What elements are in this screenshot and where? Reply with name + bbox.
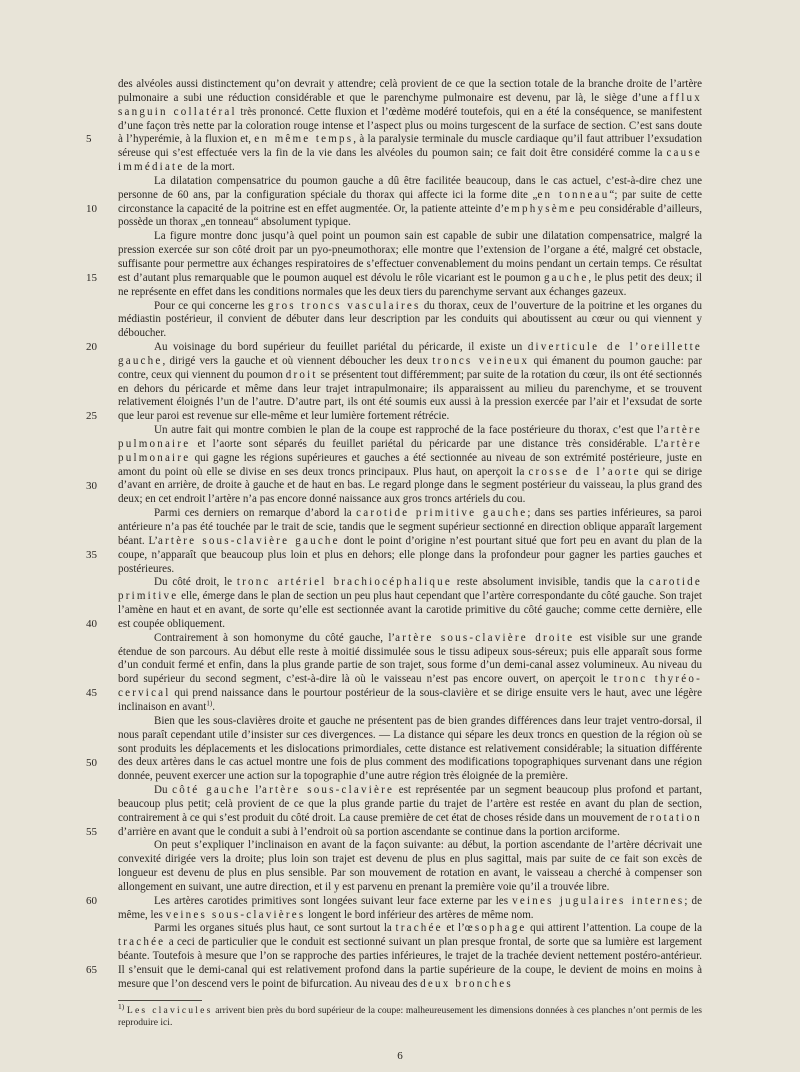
text-run: est visible sur une grande étendue de son parcours. Au début elle reste à moitié dissimulée sous le tissu adipeux sous-séreux; puis elle apparaît sous forme d’un conduit fermé et enfin, dans la plus grande partie de son trajet, sous forme d’un demi-canal assez volumineux. Au niveau du bord supérieur du second segment, c’est-à-dire là où le vaisseau n’est pas encore ouvert, on aperçoit le [118, 631, 703, 686]
paragraph [118, 922, 702, 991]
spaced-emphasis: trachée [118, 936, 166, 949]
spaced-emphasis: veines sous-clavières [165, 908, 306, 921]
paragraph [118, 424, 702, 507]
text-run: qui prend naissance dans le pourtour postérieur de la sous-clavière et se dirige ensuite vers le haut, avec une légère inclinaison en avant [118, 687, 702, 713]
text-run: du thorax, ceux de l’ouverture de la poitrine et les organes du médiastin postérieur, il convient de débuter dans leur description par les conduits qui aboutissent au cœur ou qui viennent y déboucher. [118, 299, 702, 340]
spaced-emphasis: trachée [395, 922, 443, 935]
paragraph [118, 576, 702, 631]
paragraph [118, 175, 702, 230]
text-run: d’arrière en avant que le conduit a subi à l’endroit où sa portion ascendante se continue dans la portion arciforme. [118, 825, 620, 838]
paragraph [118, 632, 702, 715]
spaced-emphasis: gros troncs vasculaires [267, 299, 421, 312]
spaced-emphasis: cause immédiate [118, 147, 702, 174]
spaced-emphasis: gauche [543, 271, 589, 284]
text-run: Du [154, 784, 173, 797]
text-run: . [212, 700, 215, 713]
spaced-emphasis: artère sous-clavière [262, 784, 395, 797]
text-run: se présentent tout différemment; par suite de la rotation du cœur, ils ont été sectionnés en dehors du péricarde et même dans leur trajet intrapulmonaire; ils apparaissent au milieu du parenchyme, et se trouvent relativement éloignés l’un de l’autre. D’autre part, ils ont été soumis eux aussi à la pression exercée par l’air et l’exsudat de sorte que leur paroi est revenue sur elle-même et leur lumière fortement rétrécie. [118, 368, 702, 423]
spaced-emphasis: tronc artériel brachiocéphalique [236, 576, 452, 589]
paragraph [118, 895, 702, 923]
spaced-emphasis: droit [285, 368, 318, 381]
footnote-spaced-term: Les clavicules [126, 1005, 213, 1016]
text-run: qui gagne les régions supérieures et gauches a été sectionnée au niveau de son extrémité postérieure, juste en amont du point où elle se divise en ses deux troncs principaux. Plus haut, on aperçoit la [118, 451, 702, 478]
line-number: 40 [86, 618, 97, 631]
line-number: 55 [86, 825, 97, 838]
text-run: et l’ [442, 922, 465, 935]
text-run: Pour ce qui concerne les [154, 299, 268, 312]
body-text [118, 78, 702, 992]
spaced-emphasis: diverticule de l’oreillette gauche [118, 341, 702, 367]
spaced-emphasis: carotide primitive gauche [356, 507, 528, 520]
line-number: 15 [86, 271, 97, 284]
text-run: Du côté droit, le [154, 576, 237, 589]
text-run: dont le point d’origine n’est pourtant situé que fort peu en avant du plan de la coupe, n’apparaît que beaucoup plus loin et plus en dehors; elle plonge dans la profondeur pour gagner les parties gauches et postérieures. [118, 534, 702, 575]
spaced-emphasis: artère pulmonaire [118, 424, 702, 450]
paragraph [118, 78, 702, 175]
text-run: La figure montre donc jusqu’à quel point un poumon sain est capable de subir une dilatation compensatrice, malgré la pression exercée sur son côté droit par un pyo-pneumothorax; elle montre que l’extension de l’organe a été, malgré cet obstacle, suffisante pour permettre aux échanges respiratoires de s’effectuer convenablement du moins pendant un certain temps. Ce résultat est d’autant plus remarquable que le poumon auquel est dévolu le rôle vicariant est le poumon [118, 230, 702, 284]
text-run: On peut s’expliquer l’inclinaison en avant de la façon suivante: au début, la portion ascendante de l’artère décrivait une convexité dirigée vers la droite; plus loin son trajet est devenu de plus en plus sagittal, mais par suite de ce fait son excès de longueur est devenu de plus en plus sensible. Par son mouvement de rotation en avant, le vaisseau a cherché à compenser son allongement en suivant, une autre direction, et il y est parvenu en prenant la première voie qu’il a trouvée libre. [118, 839, 702, 893]
footnote-text: arrivent bien près du bord supérieur de la coupe: malheureusement les dimensions données à ces planches n’ont permis de les reproduire ici. [118, 1005, 702, 1028]
text-run: Au voisinage du bord supérieur du feuillet pariétal du péricarde, il existe un [154, 341, 528, 354]
text-run: et l’aorte sont séparés du feuillet pariétal du péricarde par une distance très considérable. L’ [190, 437, 664, 450]
text-run: l’ [250, 784, 263, 797]
paragraph [118, 300, 702, 342]
line-number: 30 [86, 479, 97, 492]
footnote-reference: 1) [206, 699, 213, 708]
text-run: des alvéoles aussi distinctement qu’on devrait y attendre; celà provient de ce que la section totale de la branche droite de l’artère pulmonaire a subi une réduction considérable et que le parenchyme pulmonaire est devenu, par là, le siège d’une [118, 78, 702, 104]
spaced-emphasis: veines jugulaires internes [512, 894, 685, 907]
spaced-emphasis: artère sous-clavière gauche [157, 534, 340, 547]
spaced-emphasis: carotide primitive [118, 576, 702, 603]
spaced-emphasis: troncs veineux [432, 354, 530, 367]
footnote-separator [118, 1000, 202, 1001]
line-number: 50 [86, 756, 97, 769]
text-run: reste absolument invisible, tandis que la [451, 576, 649, 589]
text-run: qui se dirige d’avant en arrière, de droite à gauche et de haut en bas. Le regard plonge dans le segment postérieur du vaisseau, la plus grand des deux; en cet endroit l’artère n’a pas encore donné naissance aux gros troncs artériels du cou. [118, 465, 702, 506]
footnote-mark: 1) [118, 1001, 125, 1011]
spaced-emphasis: deux bronches [420, 977, 513, 990]
text-run: a ceci de particulier que le conduit est sectionné suivant un plan presque frontal, de sorte que sa lumière est largement béante. Toutefois à mesure que l’on se rapproche des parties inférieures, le trajet de la trachée devient nettement postéro-antérieur. Il s’ensuit que le demi-canal qui est relativement profond dans la partie supérieure de la coupe, le devient de moins en moins à mesure que l’on descend vers le point de bifurcation. Au niveau des [118, 936, 702, 990]
spaced-emphasis: crosse de l’aorte [528, 465, 641, 478]
spaced-emphasis: afflux sanguin collatéral [118, 91, 702, 118]
spaced-emphasis: artère sous-clavière droite [395, 631, 575, 644]
text-run: elle, émerge dans le plan de section un peu plus haut cependant que l’artère correspondante du côté gauche. Son trajet l’amène en haut et en avant, de sorte qu’elle est sectionnée avant la carotide primitive du côté gauche; comme cette dernière, elle est coupée obliquement. [118, 590, 702, 630]
text-run: Bien que les sous-clavières droite et gauche ne présentent pas de bien grandes différences dans leur trajet ventro-dorsal, il nous paraît cependant utile d’insister sur ces divergences. — La distance qui sépare les deux troncs en question de la région où se sont produits les déplacements et les dislocations primordiales, cette distance est relativement considérable; la situation différente des deux artères dans le cas actuel montre une fois de plus comment des modifications topographiques survenant dans une région donnée, peuvent exercer une action sur la topographie d’une autre région très éloignée de la première. [118, 714, 702, 783]
footnote [118, 1001, 702, 1029]
paragraph [118, 839, 702, 894]
spaced-emphasis: en tonneau [537, 188, 610, 201]
text-run: La dilatation compensatrice du poumon gauche a dû être facilitée beaucoup, dans le cas actuel, c’est-à-dire chez une personne de 60 ans, par la configuration spéciale du thorax qui affecte ici la forme dite „ [118, 174, 702, 201]
text-run: , dirigé vers la gauche et où viennent déboucher les deux [162, 354, 433, 367]
spaced-emphasis: emphysème [504, 202, 577, 215]
paragraph [118, 715, 702, 784]
line-number: 25 [86, 410, 97, 423]
text-run: peu considérable d’ailleurs, possède un thorax „en tonneau“ absolument typique. [118, 202, 702, 229]
paragraph [118, 507, 702, 576]
spaced-emphasis: côté gauche [172, 784, 251, 797]
line-number: 20 [86, 341, 97, 354]
text-run: Les artères carotides primitives sont longées suivant leur face externe par les [154, 894, 513, 907]
paragraph [118, 230, 702, 299]
text-run: , à la paralysie terminale du muscle cardiaque qu’il faut attribuer l’exsudation séreuse qui s’est effectuée vers la fin de la vie dans les alvéoles du poumon sain; ce fait doit être considéré comme la [118, 133, 703, 160]
spaced-emphasis: tronc thyréo-cervical [118, 673, 702, 700]
text-run: qui attirent l’attention. La coupe de la [526, 922, 702, 935]
text-run: Parmi ces derniers on remarque d’abord la [154, 507, 357, 520]
text-run: , le plus petit des deux; il ne représente en effet dans les conditions normales que les deux tiers du parenchyme servant aux échanges gazeux. [118, 271, 702, 298]
line-number: 10 [86, 202, 97, 215]
line-number: 5 [86, 133, 92, 146]
text-run: est représentée par un segment beaucoup plus profond et partant, beaucoup plus petit; celà provient de ce que la plus grande partie du trajet de l’artère est restée en avant du plan de section, contrairement à ce qui s’est produit du côté droit. La cause première de cet état de choses réside dans un mouvement de [118, 784, 703, 824]
paragraph [118, 341, 702, 424]
text-run: Un autre fait qui montre combien le plan de la coupe est rapproché de la face postérieure du thorax, c’est que l’ [154, 424, 664, 437]
spaced-emphasis: œsophage [464, 922, 527, 935]
text-run: qui émanent du poumon gauche: par contre, ceux qui viennent du poumon [118, 354, 702, 381]
line-number: 45 [86, 687, 97, 700]
spaced-emphasis: rotation [650, 811, 702, 824]
spaced-emphasis: artère pulmonaire [118, 437, 702, 464]
text-run: longent le bord inférieur des artères de même nom. [305, 908, 534, 921]
text-run: très prononcé. Cette fluxion et l’œdème modéré toutefois, qui en a été la conséquence, se manifestent d’une façon très nette par la coloration rouge intense et l’aspect plus ou moins turgescent de la surface de section. C’est sans doute à l’hyperémie, à la fluxion et, [118, 105, 702, 146]
page-number: 6 [397, 1050, 403, 1062]
line-number: 60 [86, 895, 97, 908]
line-number: 65 [86, 964, 97, 977]
paragraph [118, 784, 702, 839]
line-number: 35 [86, 548, 97, 561]
text-run: de la mort. [184, 161, 235, 174]
spaced-emphasis: en même temps [254, 133, 354, 146]
text-run: “; par suite de cette circonstance la capacité de la poitrine est en effet augmentée. Or, la patiente atteinte d’ [118, 188, 702, 215]
text-run: Contrairement à son homonyme du côté gauche, l’ [154, 631, 396, 644]
text-run: ; dans ses parties inférieures, sa paroi antérieure n’a pas été touchée par le trait de scie, tandis que le segment supérieur sectionné en direction oblique apparaît largement béant. L’ [118, 507, 703, 547]
text-run: Parmi les organes situés plus haut, ce sont surtout la [154, 922, 396, 935]
text-run: ; de même, les [118, 894, 702, 921]
